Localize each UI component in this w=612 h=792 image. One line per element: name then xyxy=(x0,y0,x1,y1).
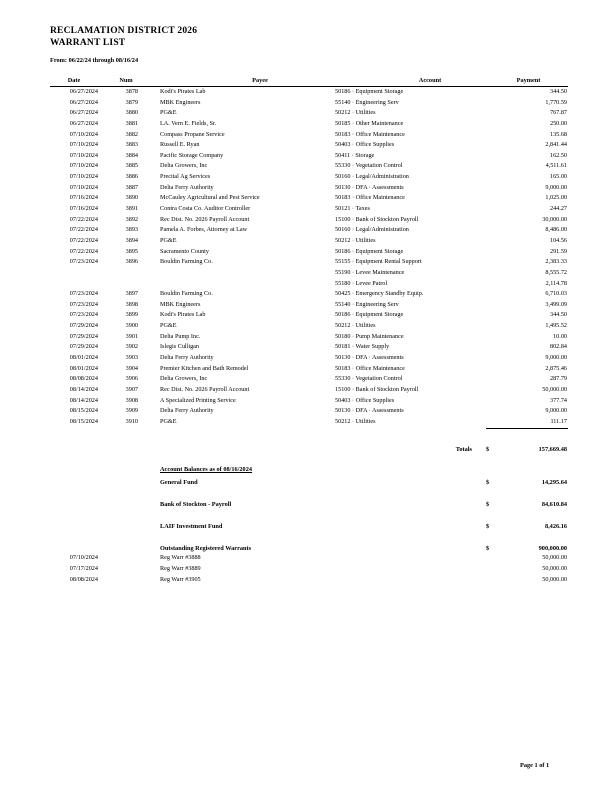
row-payment: 9,000.00 xyxy=(545,354,567,362)
row-payment: 10.00 xyxy=(553,332,567,340)
row-num: 3890 xyxy=(125,194,138,202)
col-payment-header: Payment xyxy=(516,77,541,84)
row-account: 50425 · Emergency Standby Equip. xyxy=(335,290,424,298)
row-payee: Delta Ferry Authority xyxy=(160,354,214,362)
row-payee: Kodi's Pirates Lab xyxy=(160,88,206,95)
row-payee: Islegis Culligan xyxy=(160,343,200,351)
row-date: 07/10/2024 xyxy=(69,173,98,181)
row-account: 50160 · Legal/Administration xyxy=(335,226,409,234)
row-date: 06/27/2024 xyxy=(69,119,98,127)
row-num: 3903 xyxy=(125,354,138,362)
row-date: 07/29/2024 xyxy=(69,343,98,351)
row-num: 3879 xyxy=(125,98,138,106)
row-num: 3896 xyxy=(125,258,138,266)
warrant-amount: 50,000.00 xyxy=(542,576,567,583)
table-row xyxy=(50,374,568,385)
row-date: 07/23/2024 xyxy=(69,290,98,298)
table-row xyxy=(50,119,568,130)
row-num: 3886 xyxy=(125,173,138,181)
row-account: 50185 · Other Maintenance xyxy=(335,119,404,127)
row-num: 3910 xyxy=(125,417,138,425)
row-account: 15100 · Bank of Stockton Payroll xyxy=(335,385,419,393)
row-date: 07/29/2024 xyxy=(69,332,98,340)
row-payment: 2,875.46 xyxy=(545,364,567,372)
row-account: 15100 · Bank of Stockton Payroll xyxy=(335,215,419,223)
row-payment: 2,383.33 xyxy=(545,258,567,266)
col-payee-header: Payee xyxy=(252,77,268,84)
row-payment: 287.79 xyxy=(549,375,567,383)
row-date: 08/01/2024 xyxy=(69,354,98,362)
row-payment: 244.27 xyxy=(549,205,567,213)
row-account: 50181 · Water Supply xyxy=(335,343,390,351)
warrant-date: 08/08/2024 xyxy=(69,576,98,583)
row-num: 3902 xyxy=(125,343,138,351)
row-date: 07/16/2024 xyxy=(69,194,98,202)
balance-dollar-sign: $ xyxy=(486,479,490,486)
table-header xyxy=(50,76,568,87)
balance-row xyxy=(50,477,568,488)
table-row xyxy=(50,247,568,258)
row-payee: Pamela A. Forbes, Attorney at Law xyxy=(160,226,248,234)
table-row xyxy=(50,172,568,183)
row-payee: MBK Engineers xyxy=(160,98,201,106)
row-date: 07/10/2024 xyxy=(69,151,98,159)
row-payment: 3,499.09 xyxy=(545,300,567,308)
table-row xyxy=(50,279,568,290)
row-date: 07/22/2024 xyxy=(69,215,98,223)
table-row xyxy=(50,151,568,162)
row-num: 3882 xyxy=(125,130,138,138)
row-date: 06/27/2024 xyxy=(69,109,98,117)
row-payment: 344.50 xyxy=(549,88,567,95)
table-row xyxy=(50,257,568,268)
row-num: 3904 xyxy=(125,364,138,372)
row-account: 55140 · Engineering Serv xyxy=(335,300,399,308)
row-payee: McCauley Agricultural and Pest Service xyxy=(160,194,260,202)
balance-label: General Fund xyxy=(160,479,198,486)
row-payee: Delta Growers, Inc xyxy=(160,162,208,170)
row-date: 08/08/2024 xyxy=(69,375,98,383)
row-account: 50180 · Pump Maintenance xyxy=(335,332,404,340)
row-date: 07/22/2024 xyxy=(69,247,98,255)
balance-amount: 900,000.00 xyxy=(538,545,567,552)
row-num: 3880 xyxy=(125,109,138,117)
warrant-date: 07/10/2024 xyxy=(69,554,98,561)
row-date: 06/27/2024 xyxy=(69,98,98,106)
table-row xyxy=(50,225,568,236)
row-date: 07/10/2024 xyxy=(69,183,98,191)
row-payment: 250.00 xyxy=(549,119,567,127)
row-payee: Kodi's Pirates Lab xyxy=(160,311,206,319)
row-account: 50121 · Taxes xyxy=(335,205,370,213)
row-num: 3885 xyxy=(125,162,138,170)
row-num: 3883 xyxy=(125,141,138,149)
table-row xyxy=(50,332,568,343)
totals-row xyxy=(50,444,568,455)
table-row xyxy=(50,300,568,311)
row-account: 50212 · Utilities xyxy=(335,109,376,117)
row-account: 50183 · Office Maintenance xyxy=(335,130,405,138)
table-row xyxy=(50,183,568,194)
row-payment: 1,770.59 xyxy=(545,98,567,106)
col-num-header: Num xyxy=(119,77,133,84)
row-payee: A Specialized Printing Service xyxy=(160,396,236,404)
row-account: 55140 · Engineering Serv xyxy=(335,98,399,106)
row-date: 07/10/2024 xyxy=(69,141,98,149)
row-payee: PG&E xyxy=(160,322,177,330)
row-date: 07/22/2024 xyxy=(69,226,98,234)
row-payee: Bouldin Farming Co. xyxy=(160,290,213,298)
row-payment: 344.50 xyxy=(549,311,567,319)
table-row xyxy=(50,268,568,279)
warrant-amount: 50,000.00 xyxy=(542,565,567,572)
table-row xyxy=(50,108,568,119)
row-payment: 165.00 xyxy=(549,173,567,181)
row-num: 3900 xyxy=(125,322,138,330)
row-num: 3906 xyxy=(125,375,138,383)
date-range: From: 06/22/24 through 08/16/24 xyxy=(50,57,139,64)
row-payee: Bouldin Farming Co. xyxy=(160,258,213,266)
table-row xyxy=(50,193,568,204)
table-row xyxy=(50,98,568,109)
totals-rule xyxy=(486,428,568,429)
row-payment: 291.59 xyxy=(549,247,567,255)
row-num: 3899 xyxy=(125,311,138,319)
registered-warrant-row xyxy=(50,564,568,575)
row-num: 3878 xyxy=(125,88,138,95)
row-payment: 135.68 xyxy=(549,130,567,138)
balance-dollar-sign: $ xyxy=(486,545,490,552)
row-payment: 9,000.00 xyxy=(545,183,567,191)
row-payee: Delta Growers, Inc xyxy=(160,375,208,383)
warrant-label: Reg Warr #3889 xyxy=(160,565,201,572)
row-date: 08/15/2024 xyxy=(69,417,98,425)
row-date: 08/14/2024 xyxy=(69,396,98,404)
row-date: 07/10/2024 xyxy=(69,130,98,138)
row-payment: 802.84 xyxy=(549,343,567,351)
row-num: 3907 xyxy=(125,385,138,393)
balance-dollar-sign: $ xyxy=(486,523,490,530)
table-row xyxy=(50,396,568,407)
row-payment: 8,486.00 xyxy=(545,226,567,234)
row-payee: Rec Dist. No. 2026 Payroll Account xyxy=(160,215,250,223)
table-row xyxy=(50,130,568,141)
row-date: 08/01/2024 xyxy=(69,364,98,372)
row-num: 3897 xyxy=(125,290,138,298)
row-payee: Precital Ag Services xyxy=(160,173,211,181)
table-row xyxy=(50,342,568,353)
col-date-header: Date xyxy=(67,77,81,84)
row-account: 50212 · Utilities xyxy=(335,417,376,425)
table-row xyxy=(50,289,568,300)
table-row xyxy=(50,161,568,172)
table-row xyxy=(50,204,568,215)
col-account-header: Account xyxy=(418,77,442,84)
balance-label: Bank of Stockton - Payroll xyxy=(160,501,232,508)
row-date: 07/10/2024 xyxy=(69,162,98,170)
balance-amount: 14,295.64 xyxy=(541,479,567,486)
balances-heading: Account Balances as of 08/16/2024 xyxy=(160,466,253,473)
row-payment: 1,495.52 xyxy=(545,322,567,330)
row-payee: Rec Dist. No. 2026 Payroll Account xyxy=(160,385,250,393)
row-account: 50130 · DFA · Assessments xyxy=(335,183,404,191)
row-payee: Sacramento County xyxy=(160,247,209,255)
registered-warrant-row xyxy=(50,553,568,564)
row-num: 3909 xyxy=(125,407,138,415)
balance-label: Outstanding Registered Warrants xyxy=(160,545,252,552)
row-date: 07/22/2024 xyxy=(69,236,98,244)
totals-label: Totals xyxy=(455,446,472,453)
row-num: 3892 xyxy=(125,215,138,223)
row-date: 07/29/2024 xyxy=(69,322,98,330)
row-payment: 767.87 xyxy=(549,109,567,117)
warrant-date: 07/17/2024 xyxy=(69,565,98,572)
row-payee: Delta Pump Inc. xyxy=(160,332,201,340)
totals-amount: 157,669.48 xyxy=(538,446,567,453)
row-payee: PG&E xyxy=(160,236,177,244)
row-payment: 2,841.44 xyxy=(545,141,567,149)
table-row xyxy=(50,310,568,321)
warrant-label: Reg Warr #3905 xyxy=(160,576,201,583)
row-num: 3895 xyxy=(125,247,138,255)
table-row xyxy=(50,406,568,417)
row-date: 06/27/2024 xyxy=(69,88,98,95)
row-num: 3898 xyxy=(125,300,138,308)
table-row xyxy=(50,87,568,98)
row-payee: Delta Ferry Authority xyxy=(160,407,214,415)
row-account: 50403 · Office Supplies xyxy=(335,396,395,404)
balance-amount: 84,610.84 xyxy=(541,501,567,508)
row-payment: 104.56 xyxy=(549,236,567,244)
table-row xyxy=(50,321,568,332)
row-account: 50186 · Equipment Storage xyxy=(335,311,404,319)
row-account: 50183 · Office Maintenance xyxy=(335,364,405,372)
table-row xyxy=(50,417,568,428)
row-num: 3908 xyxy=(125,396,138,404)
row-payment: 50,000.00 xyxy=(542,385,567,393)
row-payment: 6,710.03 xyxy=(545,290,567,298)
row-account: 55330 · Vegetation Control xyxy=(335,162,403,170)
balance-row xyxy=(50,521,568,532)
row-account: 55155 · Equipment Rental Support xyxy=(335,258,422,266)
row-account: 50160 · Legal/Administration xyxy=(335,173,409,181)
table-row xyxy=(50,215,568,226)
row-payee: PG&E xyxy=(160,417,177,425)
row-payment: 8,555.72 xyxy=(545,268,567,276)
row-payee: Delta Ferry Authority xyxy=(160,183,214,191)
balance-dollar-sign: $ xyxy=(486,501,490,508)
table-row xyxy=(50,236,568,247)
row-num: 3887 xyxy=(125,183,138,191)
table-row xyxy=(50,364,568,375)
row-date: 08/14/2024 xyxy=(69,385,98,393)
registered-warrant-row xyxy=(50,575,568,586)
row-payee: Compass Propane Service xyxy=(160,130,225,138)
row-payment: 111.17 xyxy=(550,417,567,425)
row-account: 55330 · Vegetation Control xyxy=(335,375,403,383)
row-payee: LA. Vern E. Fields, Sr. xyxy=(160,119,217,127)
row-payee: Russell E. Ryan xyxy=(160,141,200,149)
row-payment: 9,000.00 xyxy=(545,407,567,415)
row-account: 50130 · DFA · Assessments xyxy=(335,354,404,362)
row-num: 3894 xyxy=(125,236,138,244)
row-num: 3881 xyxy=(125,119,138,127)
row-account: 50403 · Office Supplies xyxy=(335,141,395,149)
row-account: 50212 · Utilities xyxy=(335,322,376,330)
row-payee: Contra Costa Co. Auditor Controller xyxy=(160,205,251,213)
row-date: 07/23/2024 xyxy=(69,300,98,308)
report-subtitle-warrant-list: WARRANT LIST xyxy=(50,38,126,48)
balance-label: LAIF Investment Fund xyxy=(160,523,223,530)
row-payee: MBK Engineers xyxy=(160,300,201,308)
totals-dollar-sign: $ xyxy=(486,446,490,453)
row-payee: PG&E xyxy=(160,109,177,117)
page-number: Page 1 of 1 xyxy=(520,762,550,769)
row-account: 50411 · Storage xyxy=(335,151,375,159)
row-account: 50183 · Office Maintenance xyxy=(335,194,405,202)
row-date: 07/23/2024 xyxy=(69,311,98,319)
row-num: 3891 xyxy=(125,205,138,213)
row-payment: 2,114.78 xyxy=(545,279,567,287)
row-payment: 1,025.00 xyxy=(545,194,567,202)
table-body xyxy=(50,87,568,428)
row-num: 3901 xyxy=(125,332,138,340)
row-payee: Pacific Storage Company xyxy=(160,151,224,159)
row-payment: 30,000.00 xyxy=(542,215,567,223)
row-num: 3893 xyxy=(125,226,138,234)
table-row xyxy=(50,385,568,396)
balance-amount: 8,426.16 xyxy=(544,523,567,530)
table-row xyxy=(50,353,568,364)
balance-row xyxy=(50,499,568,510)
warrant-label: Reg Warr #3888 xyxy=(160,554,201,561)
row-payment: 4,511.61 xyxy=(545,162,567,170)
row-account: 50212 · Utilities xyxy=(335,236,376,244)
row-payment: 162.50 xyxy=(549,151,567,159)
warrant-table xyxy=(50,76,568,431)
report-title: RECLAMATION DISTRICT 2026 xyxy=(50,26,198,36)
row-account: 50186 · Equipment Storage xyxy=(335,247,404,255)
row-payment: 377.74 xyxy=(549,396,567,404)
row-account: 50130 · DFA · Assessments xyxy=(335,407,404,415)
row-date: 07/16/2024 xyxy=(69,205,98,213)
row-date: 07/23/2024 xyxy=(69,258,98,266)
row-account: 55180 · Levee Patrol xyxy=(335,279,388,287)
row-account: 50186 · Equipment Storage xyxy=(335,88,404,95)
row-payee: Premier Kitchen and Bath Remodel xyxy=(160,364,249,372)
warrant-amount: 50,000.00 xyxy=(542,554,567,561)
row-date: 08/15/2024 xyxy=(69,407,98,415)
table-row xyxy=(50,140,568,151)
row-account: 55190 · Levee Maintenance xyxy=(335,268,405,276)
row-num: 3884 xyxy=(125,151,138,159)
